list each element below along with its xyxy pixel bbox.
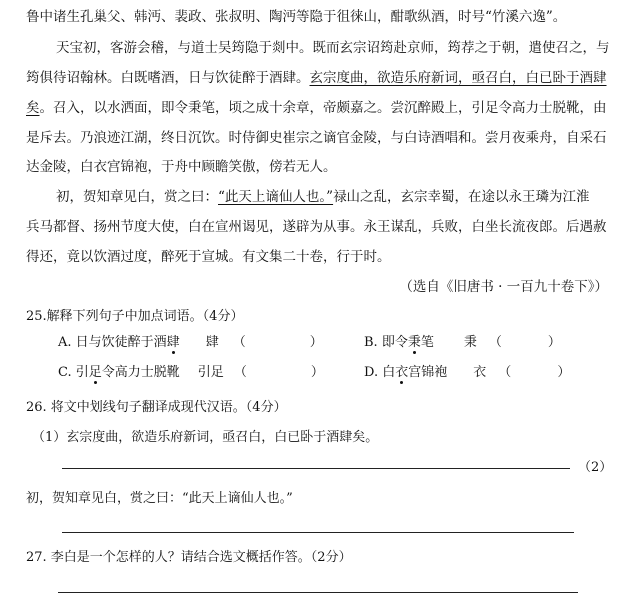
passage-line-7 (56, 187, 614, 207)
option-sentence: 引 (75, 365, 89, 380)
passage-line-4 (26, 98, 614, 118)
q26-sub2: 初，贺知章见白，赏之曰：“此天上谪仙人也。” (26, 491, 293, 506)
option-label: C. (58, 365, 76, 380)
q26-sub1: （1）玄宗度曲，欲造乐府新词，亟召白，白已卧于酒肆矣。 (32, 430, 379, 445)
q25-stem: 25.解释下列句子中加点词语。（4分） (26, 309, 244, 324)
answer-paren-open: （ (232, 335, 246, 350)
underlined-sentence-1b: 矣 (26, 100, 40, 116)
option-sentence: 即令 (381, 335, 408, 350)
target-word: 秉 (463, 335, 477, 350)
passage-line-5: 是斥去。乃浪迹江湖，终日沉饮。时侍御史崔宗之谪官金陵，与白诗酒唱和。尝月夜乘舟，自采石 (26, 130, 607, 146)
option-label: B. (364, 335, 382, 350)
q25-option-c (58, 363, 324, 383)
dotted-word: 足 (88, 365, 102, 380)
passage-text: 禄山之乱，玄宗幸蜀，在途以永王璘为江淮 (333, 189, 590, 205)
q26-sub2-label: （2） (578, 460, 613, 475)
option-sentence: 日与饮徒醉于酒 (75, 335, 167, 350)
answer-line[interactable] (62, 532, 574, 533)
q27-stem: 27. 李白是一个怎样的人？请结合选文概括作答。（2分） (26, 550, 352, 565)
answer-paren-open: （ (488, 335, 502, 350)
passage-line-8: 兵马都督、扬州节度大使，白在宣州谒见，遂辟为从事。永王谋乱，兵败，白坐长流夜郎。后遇赦 (26, 219, 607, 235)
underlined-sentence-2: “此天上谪仙人也。” (218, 189, 334, 205)
answer-paren-close: ） (310, 365, 324, 380)
option-label: D. (364, 365, 383, 380)
target-word: 衣 (473, 365, 487, 380)
option-label: A. (58, 335, 76, 350)
passage-line-6: 达金陵，白衣宫锦袍，于舟中顾瞻笑傲，傍若无人。 (26, 159, 337, 175)
answer-line[interactable] (62, 468, 570, 469)
dotted-word: 秉 (407, 335, 421, 350)
answer-paren-close: ） (547, 335, 561, 350)
passage-text: 初，贺知章见白，赏之曰： (56, 189, 218, 205)
option-sentence: 白 (382, 365, 396, 380)
answer-paren-open: （ (233, 365, 247, 380)
passage-text: 。召入，以水洒面，即令秉笔，顷之成十余章，帝颇嘉之。尝沉醉殿上，引足令高力士脱靴，由 (39, 100, 607, 116)
q26-stem: 26. 将文中划线句子翻译成现代汉语。（4分） (26, 400, 287, 415)
target-word: 肆 (205, 335, 219, 350)
dotted-word: 衣 (395, 365, 409, 380)
q25-option-d (364, 363, 570, 383)
dotted-word: 肆 (166, 335, 180, 350)
option-sentence: 令高力士脱靴 (101, 365, 180, 380)
passage-line-3 (26, 68, 614, 88)
answer-paren-close: ） (557, 365, 571, 380)
passage-line-1: 鲁中诸生孔巢父、韩沔、裴政、张叔明、陶沔等隐于徂徕山，酣歌纵酒，时号“竹溪六逸”。 (26, 9, 567, 25)
passage-source: （选自《旧唐书 · 一百九十卷下》） (399, 279, 608, 295)
option-sentence: 笔 (420, 335, 434, 350)
passage-line-9: 得还，竟以饮酒过度，醉死于宣城。有文集二十卷，行于时。 (26, 249, 391, 265)
answer-paren-open: （ (498, 365, 512, 380)
passage-line-2: 天宝初，客游会稽，与道士吴筠隐于剡中。既而玄宗诏筠赴京师，筠荐之于朝，遣使召之，与 (56, 40, 610, 56)
q25-option-b (364, 333, 561, 353)
option-sentence: 宫锦袍 (408, 365, 448, 380)
underlined-sentence-1a: 玄宗度曲，欲造乐府新词，亟召白，白已卧于酒肆 (309, 70, 607, 86)
target-word: 引足 (197, 365, 224, 380)
answer-paren-close: ） (309, 335, 323, 350)
q25-option-a (58, 333, 323, 353)
answer-line[interactable] (58, 592, 578, 593)
passage-text: 筠俱待诏翰林。白既嗜酒，日与饮徒醉于酒肆。 (26, 70, 310, 86)
